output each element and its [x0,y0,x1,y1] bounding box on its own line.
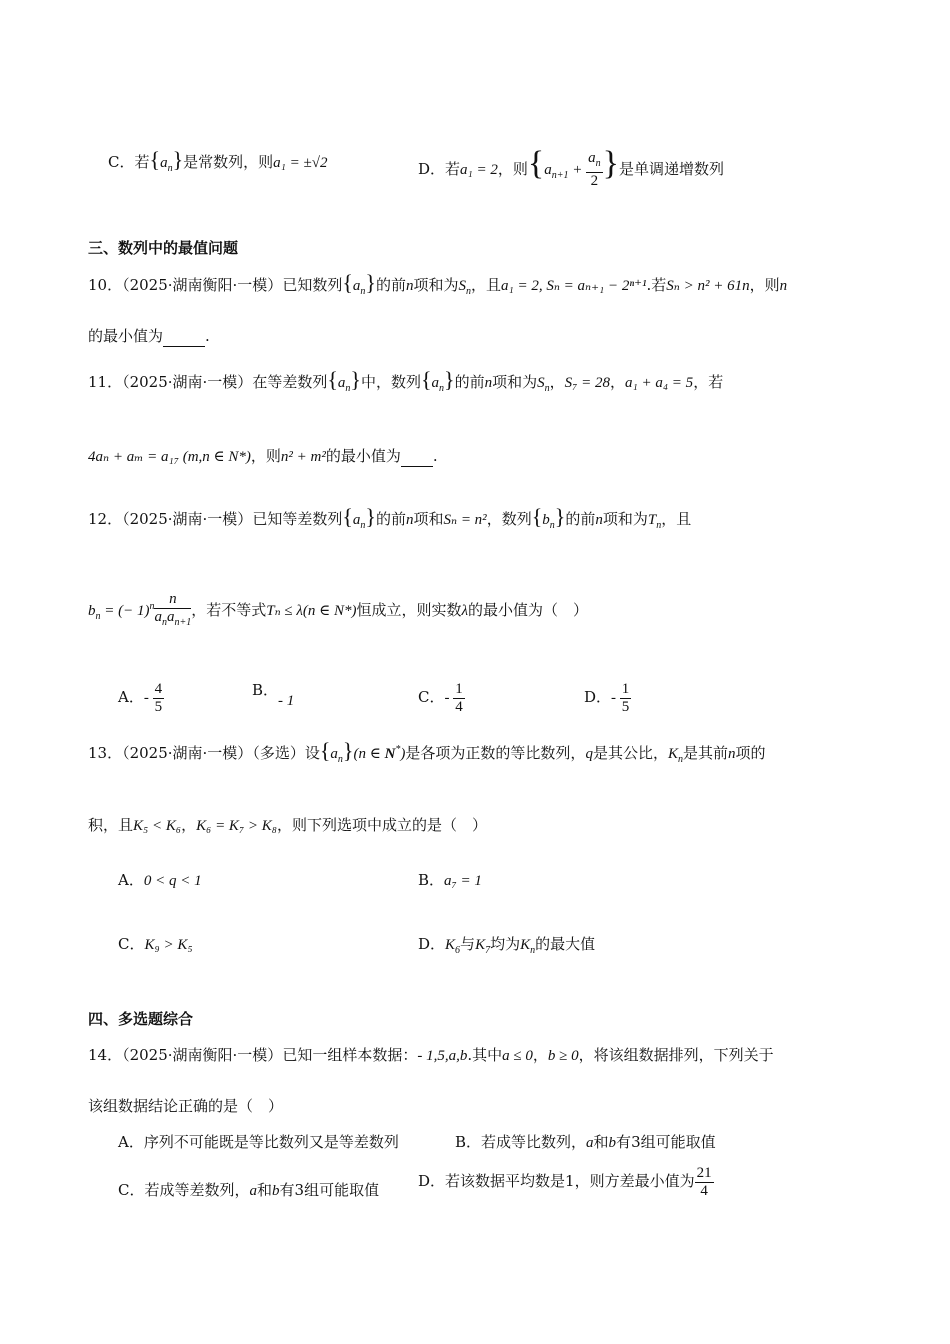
q14-option-d[interactable]: D．若该数据平均数是1，则方差最小值为 $\frac{21}{4}$ [418,1164,712,1199]
q12-option-b[interactable]: B．- 1 [252,681,295,709]
question-10-line2: 的最小值为 . [88,327,210,345]
question-13-line1: 13．（2025·湖南·一模）（多选）设$\{a_n\}(n$ ∈ N*)是各项为正数的等比数列，q是其公比，$K_n$是其前n项的 [88,738,766,765]
question-11-line1: 11．（2025·湖南·一模）在等差数列$\{a_n\}$中，数列$\{a_n\}$的前n项和为$S_n$，S₇ = 28，a₁ + a₄ = 5，若 [88,367,724,394]
q13-option-d[interactable]: D．$K_6$与$K_7$均为$K_n$的最大值 [418,935,596,956]
answer-blank[interactable] [401,446,433,467]
q14-option-a[interactable]: A．序列不可能既是等比数列又是等差数列 [118,1133,399,1151]
question-13-line2: 积，且K₅ < K₆，K₆ = K₇ > K₈，则下列选项中成立的是（ ） [88,816,488,834]
question-14-line2: 该组数据结论正确的是（ ） [88,1097,284,1115]
prev-option-d: D．若a₁ = 2，则{$a_{n+1}$ + $\frac{a_n}{2}$ }是单调递增数列 [418,145,724,189]
question-10-line1: 10．（2025·湖南衡阳·一模）已知数列$\{a_n\}$的前n项和为$S_n$，且a₁ = 2, Sₙ = aₙ₊₁ − 2ⁿ⁺¹.若Sₙ > n² + 61n，则n [88,270,788,297]
q13-option-b[interactable]: B．a₇ = 1 [418,871,482,889]
q12-option-d[interactable]: D．- $\frac{1}{5}$ [584,680,630,715]
q14-option-c[interactable]: C．若成等差数列，a和b有3组可能取值 [118,1181,380,1199]
question-14-line1: 14．（2025·湖南衡阳·一模）已知一组样本数据：- 1,5,a,b.其中a ≤ 0，b ≥ 0，将该组数据排列，下列关于 [88,1046,774,1064]
q13-option-a[interactable]: A．0 < q < 1 [118,871,202,889]
q14-option-b[interactable]: B．若成等比数列，a和b有3组可能取值 [455,1133,716,1151]
section-4-title: 四、多选题综合 [88,1010,194,1028]
q12-option-a[interactable]: A．- $\frac{4}{5}$ [118,680,163,715]
question-11-line2: 4aₙ + aₘ = a₁₇ (m,n ∈ N*)，则n² + m²的最小值为 . [88,447,438,465]
fraction: $\frac{n}{a_na_{n+1}}$ [154,591,192,628]
prev-option-c: C．若$\{a_n\}$是常数列，则a₁ = ±√2 [108,147,328,174]
question-12-line1: 12．（2025·湖南·一模）已知等差数列$\{a_n\}$的前n项和Sₙ = n²，数列$\{b_n\}$的前n项和为$T_n$，且 [88,504,692,531]
answer-blank[interactable] [163,326,205,347]
section-3-title: 三、数列中的最值问题 [88,239,239,257]
q12-option-c[interactable]: C．- $\frac{1}{4}$ [418,680,463,715]
q13-option-c[interactable]: C．K₉ > K₅ [118,935,193,953]
question-12-line2: $b_n$ = (− 1)$^n$ $\frac{n}{a_na_{n+1}}$ ，若不等式Tₙ ≤ λ(n ∈ N*)恒成立，则实数λ的最小值为（ ） [88,590,588,634]
